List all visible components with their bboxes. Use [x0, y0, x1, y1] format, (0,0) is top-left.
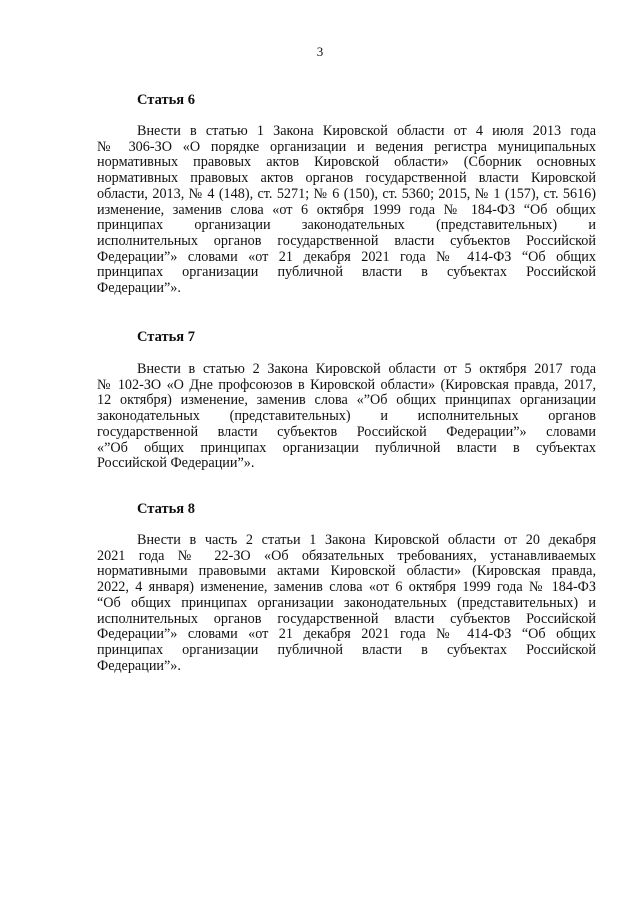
- article-8-line: принципах организации публичной власти в субъектах Российской: [97, 641, 596, 658]
- article-8-line: нормативными правовыми актами Кировской области» (Кировская правда,: [97, 563, 596, 580]
- article-6-line: Внести в статью 1 Закона Кировской области от 4 июля 2013 года: [137, 123, 596, 139]
- article-8-line: исполнительных органов государственной власти субъектов Российской: [97, 610, 596, 627]
- article-6-line: Федерации”».: [97, 280, 181, 297]
- article-8-heading: Статья 8: [137, 501, 195, 517]
- article-6-line: принципах организации публичной власти в субъектах Российской: [97, 264, 596, 281]
- article-7-line: законодательных (представительных) и исполнительных органов: [97, 408, 596, 425]
- article-7-line: Российской Федерации”».: [97, 455, 255, 472]
- article-8-line: 2022, 4 января) изменение, заменив слова «от 6 октября 1999 года № 184-ФЗ: [97, 579, 596, 596]
- article-7-heading: Статья 7: [137, 329, 195, 345]
- article-6-line: области, 2013, № 4 (148), ст. 5271; № 6 (150), ст. 5360; 2015, № 1 (157), ст. 5616): [97, 185, 596, 202]
- article-6-body: [97, 124, 596, 297]
- article-7-line: «”Об общих принципах организации публичной власти в субъектах: [97, 439, 596, 456]
- article-6-line: Федерации”» словами «от 21 декабря 2021 года № 414-ФЗ “Об общих: [97, 248, 596, 265]
- article-8-line: Федерации”».: [97, 657, 181, 674]
- article-8-line: “Об общих принципах организации законодательных (представительных) и: [97, 594, 596, 611]
- article-6-line: исполнительных органов государственной власти субъектов Российской: [97, 232, 596, 249]
- article-6-line: № 306-ЗО «О порядке организации и ведения регистра муниципальных: [97, 138, 596, 155]
- article-8-body: [97, 533, 596, 674]
- article-8-line: Внести в часть 2 статьи 1 Закона Кировской области от 20 декабря: [137, 532, 596, 548]
- article-6-line: нормативных правовых актов Кировской области» (Сборник основных: [97, 154, 596, 171]
- article-7-line: № 102-ЗО «О Дне профсоюзов в Кировской области» (Кировская правда, 2017,: [97, 376, 596, 393]
- article-6-line: принципах организации законодательных (представительных) и: [97, 217, 596, 234]
- article-7-line: Внести в статью 2 Закона Кировской области от 5 октября 2017 года: [137, 361, 596, 377]
- article-7-line: 12 октября) изменение, заменив слова «”Об общих принципах организации: [97, 392, 596, 409]
- article-7-body: [97, 362, 596, 472]
- page-number: 3: [316, 44, 324, 59]
- article-6-line: изменение, заменив слова «от 6 октября 1999 года № 184-ФЗ “Об общих: [97, 201, 596, 218]
- article-8-line: Федерации”» словами «от 21 декабря 2021 года № 414-ФЗ “Об общих: [97, 626, 596, 643]
- article-6-line: нормативных правовых актов органов государственной власти Кировской: [97, 170, 596, 187]
- article-6-heading: Статья 6: [137, 92, 195, 108]
- article-8-line: 2021 года № 22-ЗО «Об обязательных требованиях, устанавливаемых: [97, 547, 596, 564]
- article-7-line: государственной власти субъектов Российской Федерации”» словами: [97, 423, 596, 440]
